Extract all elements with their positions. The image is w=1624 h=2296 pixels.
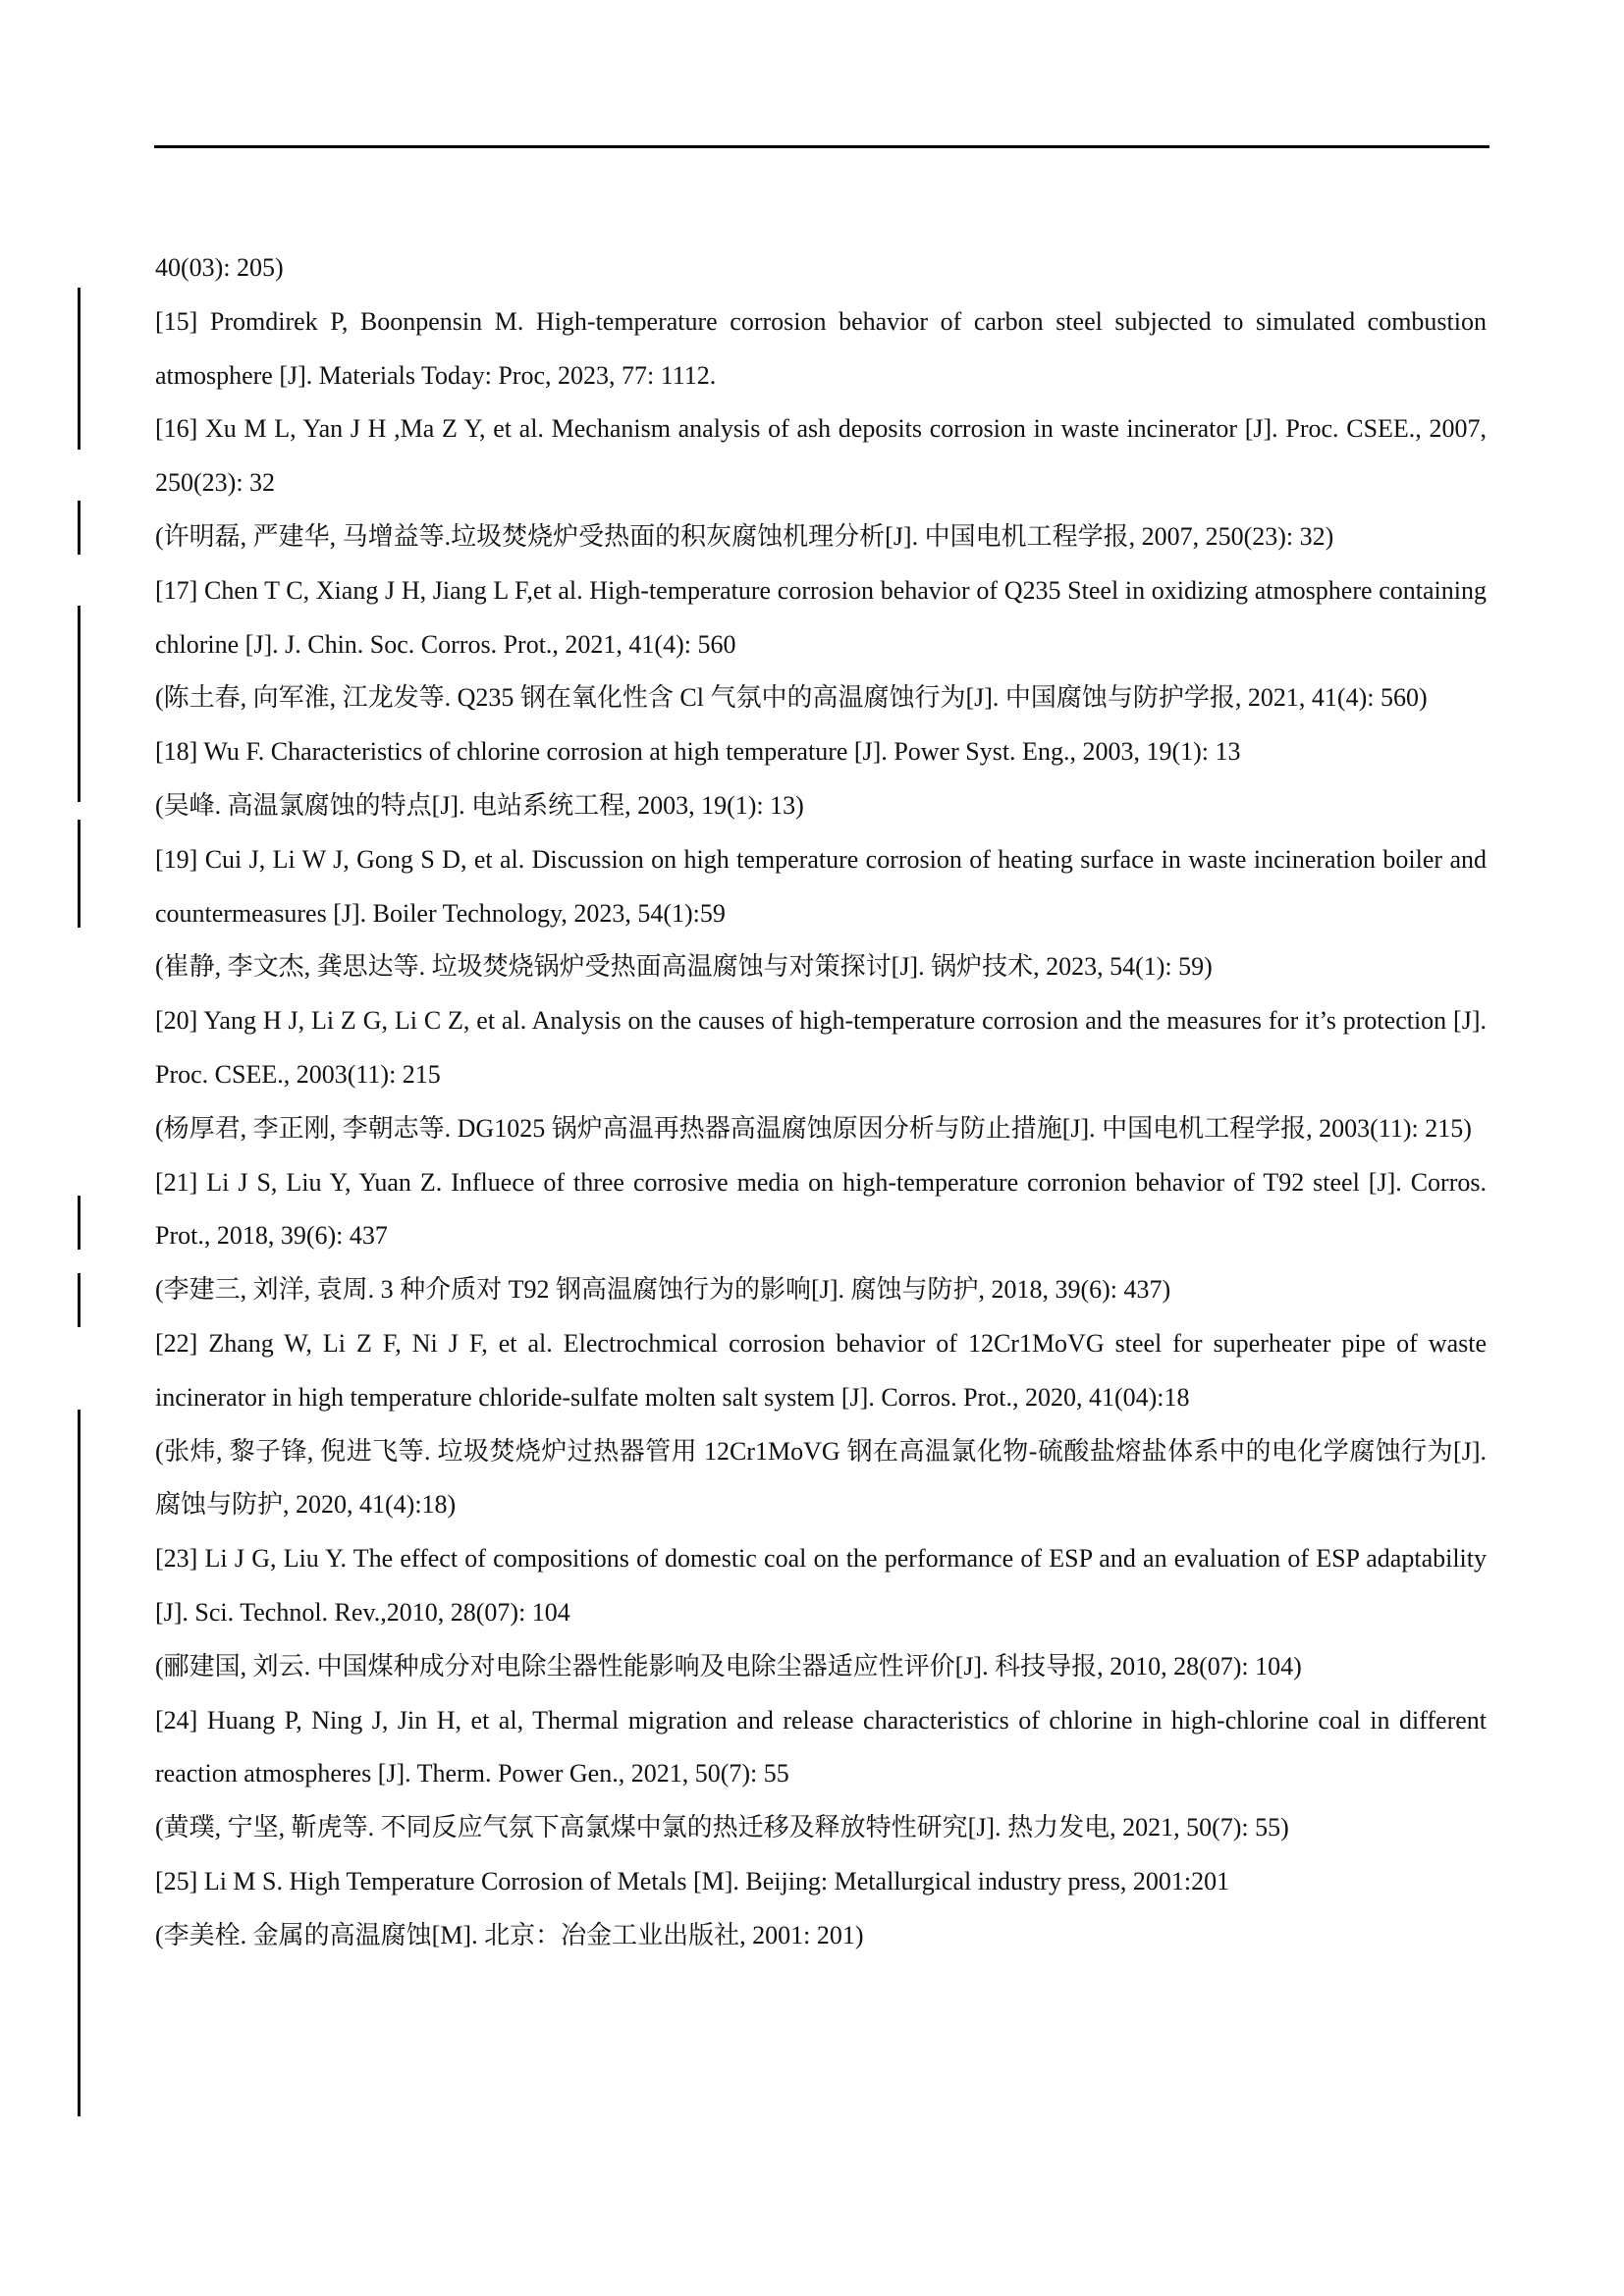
reference-entry: [24] Huang P, Ning J, Jin H, et al, Thermal migration and release characteristics of chlorine in high-chlorine coal in different reaction atmospheres [J]. Therm. Power Gen., 2021, 50(7): 55	[155, 1705, 1487, 1789]
reference-entry: (许明磊, 严建华, 马增益等.垃圾焚烧炉受热面的积灰腐蚀机理分析[J]. 中国电机工程学报, 2007, 250(23): 32)	[155, 521, 1334, 551]
reference-entry: (李建三, 刘洋, 袁周. 3 种介质对 T92 钢高温腐蚀行为的影响[J]. 腐蚀与防护, 2018, 39(6): 437)	[155, 1275, 1171, 1305]
change-bar	[78, 606, 81, 802]
change-bar	[78, 1196, 81, 1250]
reference-entry: (郦建国, 刘云. 中国煤种成分对电除尘器性能影响及电除尘器适应性评价[J]. 科技导报, 2010, 28(07): 104)	[155, 1651, 1302, 1681]
reference-entry: [25] Li M S. High Temperature Corrosion of Metals [M]. Beijing: Metallurgical industry press, 2001:201	[155, 1866, 1230, 1896]
reference-entry: (崔静, 李文杰, 龚思达等. 垃圾焚烧锅炉受热面高温腐蚀与对策探讨[J]. 锅炉技术, 2023, 54(1): 59)	[155, 952, 1213, 982]
reference-entry: [21] Li J S, Liu Y, Yuan Z. Influece of three corrosive media on high-temperature corronion behavior of T92 steel [J]. Corros. Prot., 2018, 39(6): 437	[155, 1167, 1487, 1251]
reference-entry: [18] Wu F. Characteristics of chlorine corrosion at high temperature [J]. Power Syst. Eng., 2003, 19(1): 13	[155, 737, 1241, 767]
reference-entry: [17] Chen T C, Xiang J H, Jiang L F,et al. High-temperature corrosion behavior of Q235 Steel in oxidizing atmosphere containing chlorine [J]. J. Chin. Soc. Corros. Prot., 2021, 41(4): 560	[155, 575, 1487, 659]
reference-entry: [19] Cui J, Li W J, Gong S D, et al. Discussion on high temperature corrosion of heating surface in waste incineration boiler and countermeasures [J]. Boiler Technology, 2023, 54(1):59	[155, 844, 1487, 928]
header-rule	[154, 145, 1489, 148]
reference-entry: (黄璞, 宁坚, 靳虎等. 不同反应气氛下高氯煤中氯的热迁移及释放特性研究[J]. 热力发电, 2021, 50(7): 55)	[155, 1813, 1289, 1842]
reference-entry: [20] Yang H J, Li Z G, Li C Z, et al. Analysis on the causes of high-temperature corrosion and the measures for it’s protection [J]. Proc. CSEE., 2003(11): 215	[155, 1006, 1487, 1089]
reference-entry: (杨厚君, 李正刚, 李朝志等. DG1025 锅炉高温再热器高温腐蚀原因分析与防止措施[J]. 中国电机工程学报, 2003(11): 215)	[155, 1113, 1472, 1143]
reference-entry: (张炜, 黎子锋, 倪进飞等. 垃圾焚烧炉过热器管用 12Cr1MoVG 钢在高温氯化物-硫酸盐熔盐体系中的电化学腐蚀行为[J]. 腐蚀与防护, 2020, 41(4):18)	[155, 1436, 1487, 1520]
change-bar	[78, 501, 81, 555]
reference-entry: (陈土春, 向军淮, 江龙发等. Q235 钢在氧化性含 Cl 气氛中的高温腐蚀行为[J]. 中国腐蚀与防护学报, 2021, 41(4): 560)	[155, 683, 1428, 713]
reference-entry: [22] Zhang W, Li Z F, Ni J F, et al. Electrochmical corrosion behavior of 12Cr1MoVG steel for superheater pipe of waste incinerator in high temperature chloride-sulfate molten salt system [J]. Corros. Prot., 2020, 41(04):18	[155, 1328, 1487, 1412]
change-bar	[78, 1410, 81, 2116]
reference-entry: [16] Xu M L, Yan J H ,Ma Z Y, et al. Mechanism analysis of ash deposits corrosion in waste incinerator [J]. Proc. CSEE., 2007, 250(23): 32	[155, 414, 1487, 498]
reference-entry: (吴峰. 高温氯腐蚀的特点[J]. 电站系统工程, 2003, 19(1): 13)	[155, 790, 804, 820]
change-bar	[78, 1273, 81, 1327]
reference-entry: [23] Li J G, Liu Y. The effect of compositions of domestic coal on the performance of ESP and an evaluation of ESP adaptability [J]. Sci. Technol. Rev.,2010, 28(07): 104	[155, 1544, 1487, 1627]
change-bar	[78, 288, 81, 450]
reference-entry: [15] Promdirek P, Boonpensin M. High-temperature corrosion behavior of carbon steel subjected to simulated combustion atmosphere [J]. Materials Today: Proc, 2023, 77: 1112.	[155, 306, 1487, 390]
reference-list	[155, 241, 1487, 1963]
change-bar	[78, 820, 81, 928]
reference-entry: 40(03): 205)	[155, 253, 284, 282]
reference-entry: (李美栓. 金属的高温腐蚀[M]. 北京：冶金工业出版社, 2001: 201)	[155, 1920, 864, 1949]
